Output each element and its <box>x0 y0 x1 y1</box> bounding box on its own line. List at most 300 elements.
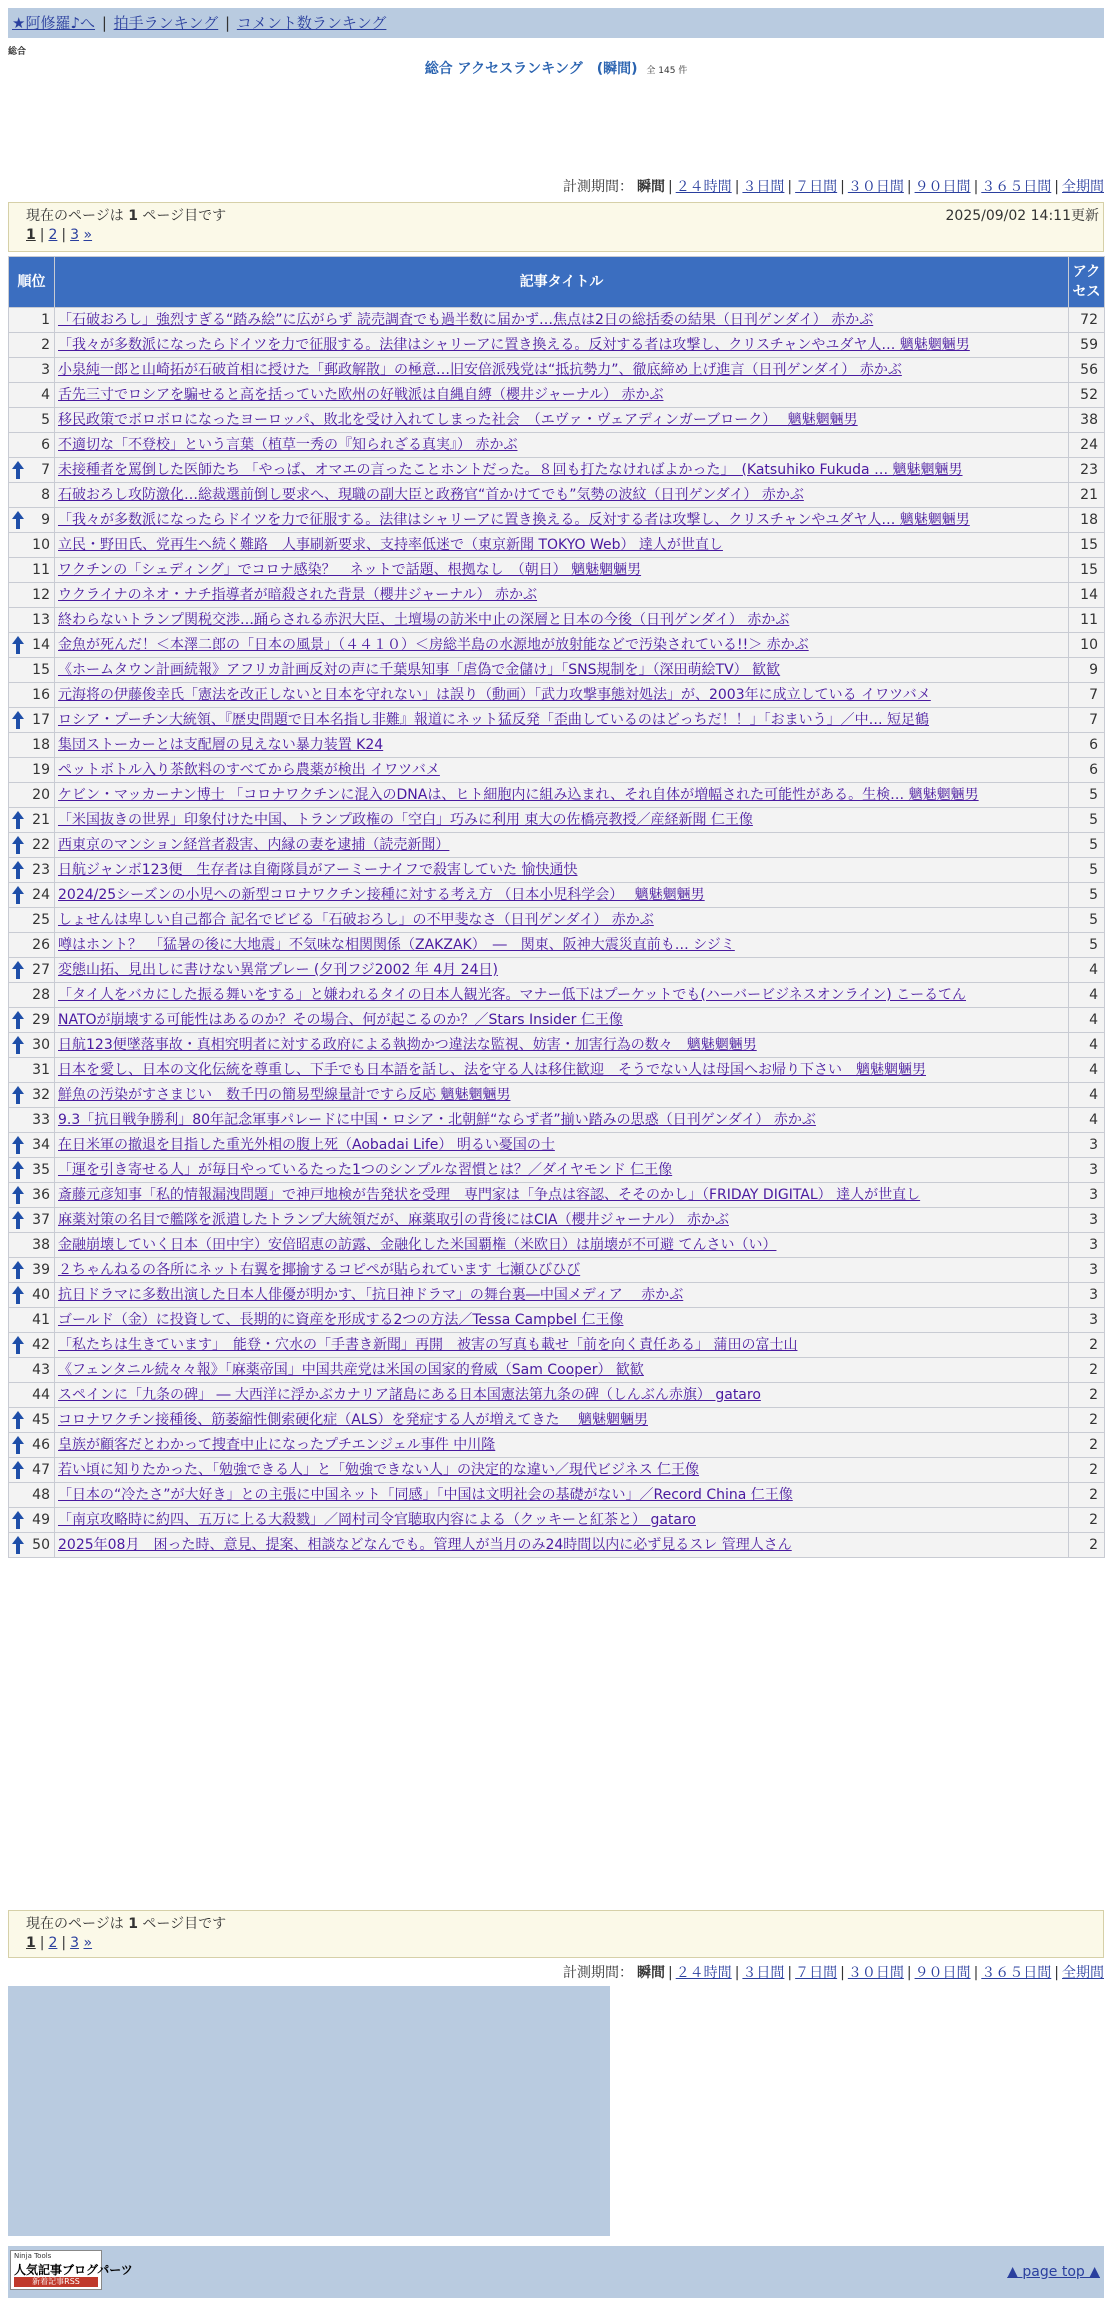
page-title-text: 総合 アクセスランキング (瞬間) <box>424 61 638 77</box>
rank-up-arrow-icon <box>12 961 24 979</box>
rank-number: 30 <box>32 1037 50 1053</box>
period-link[interactable]: ７日間 <box>795 1965 838 1981</box>
article-link[interactable]: 皇族が顧客だとわかって捜査中止になったプチエンジェル事件 中川隆 <box>58 1437 496 1453</box>
rank-number: 29 <box>32 1012 50 1028</box>
table-row <box>9 883 1105 908</box>
title-cell <box>55 358 1069 383</box>
title-cell <box>55 1333 1069 1358</box>
table-row <box>9 1158 1105 1183</box>
table-row <box>9 1333 1105 1358</box>
access-count: 3 <box>1069 1133 1105 1158</box>
rank-cell <box>9 1383 55 1408</box>
rank-up-arrow-icon <box>12 636 24 654</box>
rank-up-arrow-icon <box>12 1411 24 1429</box>
access-count: 59 <box>1069 333 1105 358</box>
period-separator: | <box>973 1965 979 1981</box>
rank-number: 19 <box>32 762 50 778</box>
article-link[interactable]: 「石破おろし」強烈すぎる“踏み絵”に広がらず 読売調査でも過半数に届かず…焦点は2日の総括委の結果（日刊ゲンダイ） 赤かぶ <box>58 312 874 328</box>
article-link[interactable]: NATOが崩壊する可能性はあるのか？その場合、何が起こるのか？／Stars Insider 仁王像 <box>58 1012 623 1028</box>
period-current: 瞬間 <box>636 1965 665 1981</box>
logo-top-text: Ninja Tools <box>14 2252 52 2260</box>
period-link[interactable]: ２４時間 <box>675 1965 732 1981</box>
title-cell <box>55 1358 1069 1383</box>
article-link[interactable]: 「南京攻略時に約四、五万に上る大殺戮」／岡村司令官聴取内容による（クッキーと紅茶と） gataro <box>58 1512 696 1528</box>
access-count: 18 <box>1069 508 1105 533</box>
access-count: 5 <box>1069 858 1105 883</box>
article-link[interactable]: 元海将の伊藤俊幸氏「憲法を改正しないと日本を守れない」は誤り（動画）「武力攻撃事態対処法」が、2003年に成立している イワツバメ <box>58 687 931 703</box>
article-link[interactable]: 西東京のマンション経営者殺害、内縁の妻を逮捕（読売新聞） <box>58 837 450 853</box>
page-top-link[interactable]: ▲ page top ▲ <box>1007 2264 1100 2280</box>
footer-bar <box>8 2246 1104 2298</box>
period-separator: | <box>667 179 673 195</box>
ranking-body <box>9 308 1105 1558</box>
title-cell <box>55 1008 1069 1033</box>
rank-cell <box>9 408 55 433</box>
updated-timestamp: 2025/09/02 14:11更新 <box>945 208 1099 224</box>
rank-cell <box>9 708 55 733</box>
article-link[interactable]: 2024/25シーズンの小児への新型コロナワクチン接種に対する考え方 （日本小児科学会） 魑魅魍魎男 <box>58 887 705 903</box>
page-2-link[interactable]: 2 <box>48 1935 58 1951</box>
rank-cell <box>9 1283 55 1308</box>
article-link[interactable]: 噂はホント？ 「猛暑の後に大地震」不気味な相関関係（ZAKZAK） ― 関東、阪神大震災直前も… シジミ <box>58 937 735 953</box>
logo-rss-text: 新着記事RSS <box>14 2277 98 2287</box>
article-link[interactable]: 「我々が多数派になったらドイツを力で征服する。法律はシャリーアに置き換える。反対する者は攻撃し、クリスチャンやユダヤ人… 魑魅魍魎男 <box>58 337 970 353</box>
table-row <box>9 1133 1105 1158</box>
title-cell <box>55 458 1069 483</box>
article-link[interactable]: 移民政策でボロボロになったヨーロッパ、敗北を受け入れてしまった社会 （エヴァ・ヴェアディンガーブローク） 魑魅魍魎男 <box>58 412 858 428</box>
period-current: 瞬間 <box>636 179 665 195</box>
title-cell <box>55 1433 1069 1458</box>
rank-number: 45 <box>32 1412 50 1428</box>
table-row <box>9 1083 1105 1108</box>
article-link[interactable]: 日本を愛し、日本の文化伝統を尊重し、下手でも日本語を話し、法を守る人は移住歓迎 そうでない人は母国へお帰り下さい 魑魅魍魎男 <box>58 1062 926 1078</box>
logo-main-text: 人気記事ブログパーツ <box>14 2263 133 2277</box>
title-cell <box>55 1533 1069 1558</box>
current-page-prefix: 現在のページは <box>26 1916 124 1932</box>
title-cell <box>55 958 1069 983</box>
access-count: 2 <box>1069 1508 1105 1533</box>
period-separator: | <box>667 1965 673 1981</box>
article-link[interactable]: 斎藤元彦知事「私的情報漏洩問題」で神戸地検が告発状を受理 専門家は「争点は容認、そそのかし」（FRIDAY DIGITAL） 達人が世直し <box>58 1187 921 1203</box>
table-row <box>9 1283 1105 1308</box>
next-page-link[interactable]: » <box>83 1935 93 1951</box>
period-separator: | <box>840 1965 845 1981</box>
article-link[interactable]: ゴールド（金）に投資して、長期的に資産を形成する2つの方法／Tessa Campbel 仁王像 <box>58 1312 624 1328</box>
article-link[interactable]: 鮮魚の汚染がすさまじい 数千円の簡易型線量計ですら反応 魑魅魍魎男 <box>58 1087 511 1103</box>
title-cell <box>55 1458 1069 1483</box>
article-link[interactable]: 石破おろし攻防激化…総裁選前倒し要求へ、現職の副大臣と政務官“首かけてでも”気勢の波紋（日刊ゲンダイ） 赤かぶ <box>58 487 804 503</box>
article-link[interactable]: 日航123便墜落事故・真相究明者に対する政府による執拗かつ違法な監視、妨害・加害行為の数々 魑魅魍魎男 <box>58 1037 757 1053</box>
article-link[interactable]: 小泉純一郎と山崎拓が石破首相に授けた「郵政解散」の極意…旧安倍派残党は“抵抗勢力”、徹底締め上げ進言（日刊ゲンダイ） 赤かぶ <box>58 362 902 378</box>
title-cell <box>55 683 1069 708</box>
title-cell <box>55 1258 1069 1283</box>
rank-up-arrow-icon <box>12 861 24 879</box>
table-row <box>9 1433 1105 1458</box>
rank-cell <box>9 1033 55 1058</box>
article-link[interactable]: 「運を引き寄せる人」が毎日やっているたった1つのシンプルな習慣とは？／ダイヤモンド 仁王像 <box>58 1162 673 1178</box>
article-link[interactable]: 「私たちは生きています」 能登・穴水の「手書き新聞」再開 被害の写真も載せ「前を向く責任ある」 蒲田の富士山 <box>58 1337 798 1353</box>
rank-cell <box>9 1008 55 1033</box>
access-count: 4 <box>1069 1008 1105 1033</box>
access-count: 3 <box>1069 1233 1105 1258</box>
article-link[interactable]: ケビン・マッカーナン博士 「コロナワクチンに混入のDNAは、ヒト細胞内に組み込まれ、それ自体が増幅された可能性がある。生検… 魑魅魍魎男 <box>58 787 979 803</box>
rank-number: 33 <box>32 1112 50 1128</box>
title-cell <box>55 1133 1069 1158</box>
comment-ranking-link[interactable]: コメント数ランキング <box>236 14 387 32</box>
table-row <box>9 708 1105 733</box>
access-count: 2 <box>1069 1533 1105 1558</box>
title-cell <box>55 508 1069 533</box>
table-row <box>9 933 1105 958</box>
page-2-link[interactable]: 2 <box>48 227 58 243</box>
rank-cell <box>9 658 55 683</box>
rank-cell <box>9 1483 55 1508</box>
page-title <box>0 58 1112 78</box>
title-cell <box>55 1208 1069 1233</box>
current-page-suffix: ページ目です <box>142 1916 227 1932</box>
article-link[interactable]: ロシア・プーチン大統領、『歴史問題で日本名指し非難』報道にネット猛反発「歪曲しているのはどっちだ！！」「おまいう」／中… 短足鶴 <box>58 712 930 728</box>
current-page-text <box>26 1913 226 1933</box>
page-nav <box>26 227 92 243</box>
title-cell <box>55 1283 1069 1308</box>
title-cell <box>55 1058 1069 1083</box>
article-link[interactable]: ２ちゃんねるの各所にネット右翼を揶揄するコピペが貼られています 七瀬ひびひび <box>58 1262 581 1278</box>
period-link[interactable]: ３日間 <box>742 1965 785 1981</box>
rank-number: 23 <box>32 862 50 878</box>
page-1-current: 1 <box>26 1935 36 1951</box>
page-sep: | <box>39 227 45 243</box>
title-cell <box>55 758 1069 783</box>
article-link[interactable]: 在日米軍の撤退を目指した重光外相の腹上死（Aobadai Life） 明るい憂国の士 <box>58 1137 555 1153</box>
rank-number: 36 <box>32 1187 50 1203</box>
rank-cell <box>9 633 55 658</box>
access-count: 3 <box>1069 1308 1105 1333</box>
ninja-tools-logo[interactable] <box>10 2250 133 2290</box>
article-link[interactable]: 変態山拓、見出しに書けない異常プレー (夕刊フジ2002 年 4月 24日) <box>58 962 498 978</box>
table-row <box>9 358 1105 383</box>
period-separator: | <box>787 179 793 195</box>
rank-up-arrow-icon <box>12 461 24 479</box>
rank-cell <box>9 1108 55 1133</box>
rank-cell <box>9 1258 55 1283</box>
period-link[interactable]: ９０日間 <box>914 179 971 195</box>
title-cell <box>55 983 1069 1008</box>
article-link[interactable]: 舌先三寸でロシアを騙せると高を括っていた欧州の好戦派は自縄自縛（櫻井ジャーナル） 赤かぶ <box>58 387 664 403</box>
rank-number: 25 <box>32 912 50 928</box>
article-link[interactable]: スペインに「九条の碑」 ― 大西洋に浮かぶカナリア諸島にある日本国憲法第九条の碑（しんぶん赤旗） gataro <box>58 1387 761 1403</box>
rank-up-arrow-icon <box>12 1186 24 1204</box>
period-selector-bottom <box>563 1962 1104 1982</box>
article-link[interactable]: 立民・野田氏、党再生へ続く難路 人事刷新要求、支持率低迷で（東京新聞 TOKYO Web） 達人が世直し <box>58 537 723 553</box>
rank-cell <box>9 1358 55 1383</box>
period-link[interactable]: ３０日間 <box>847 1965 904 1981</box>
access-count: 4 <box>1069 1108 1105 1133</box>
article-link[interactable]: 「タイ人をバカにした振る舞いをする」と嫌われるタイの日本人観光客。マナー低下はプーケットでも(ハーバービジネスオンライン) こーるてん <box>58 987 967 1003</box>
access-count: 6 <box>1069 733 1105 758</box>
access-count: 4 <box>1069 958 1105 983</box>
page-3-link[interactable]: 3 <box>70 227 80 243</box>
period-link[interactable]: 全期間 <box>1062 179 1104 195</box>
article-link[interactable]: 《フェンタニル続々々報》「麻薬帝国」中国共産党は米国の国家的脅威（Sam Cooper） 歓歓 <box>58 1362 644 1378</box>
title-cell <box>55 1083 1069 1108</box>
title-cell <box>55 933 1069 958</box>
table-row <box>9 1458 1105 1483</box>
article-link[interactable]: 金融崩壊していく日本（田中宇）安倍昭恵の訪露、金融化した米国覇権（米欧日）は崩壊が不可避 てんさい（い） <box>58 1237 777 1253</box>
rank-up-arrow-icon <box>12 811 24 829</box>
title-cell <box>55 858 1069 883</box>
title-cell <box>55 308 1069 333</box>
title-cell <box>55 633 1069 658</box>
title-cell <box>55 1308 1069 1333</box>
rank-number: 44 <box>32 1387 50 1403</box>
title-cell <box>55 1483 1069 1508</box>
title-cell <box>55 483 1069 508</box>
period-link[interactable]: 全期間 <box>1062 1965 1104 1981</box>
rank-number: 3 <box>41 362 50 378</box>
period-link[interactable]: ９０日間 <box>914 1965 971 1981</box>
page-sep: | <box>39 1935 45 1951</box>
table-row <box>9 1233 1105 1258</box>
table-header-row <box>9 257 1105 308</box>
period-separator: | <box>973 179 979 195</box>
table-row <box>9 508 1105 533</box>
article-link[interactable]: ウクライナのネオ・ナチ指導者が暗殺された背景（櫻井ジャーナル） 赤かぶ <box>58 587 538 603</box>
rank-cell <box>9 808 55 833</box>
table-row <box>9 1208 1105 1233</box>
rank-up-arrow-icon <box>12 1286 24 1304</box>
rank-cell <box>9 783 55 808</box>
nav-separator: | <box>101 14 107 32</box>
rank-up-arrow-icon <box>12 836 24 854</box>
access-count: 5 <box>1069 833 1105 858</box>
article-link[interactable]: 若い頃に知りたかった、「勉強できる人」と「勉強できない人」の決定的な違い／現代ビジネス 仁王像 <box>58 1462 700 1478</box>
current-page-number: 1 <box>128 1916 138 1932</box>
rank-cell <box>9 1433 55 1458</box>
access-count: 5 <box>1069 933 1105 958</box>
rank-up-arrow-icon <box>12 1036 24 1054</box>
rank-number: 5 <box>41 412 50 428</box>
table-row <box>9 533 1105 558</box>
rank-cell <box>9 1508 55 1533</box>
rank-number: 28 <box>32 987 50 1003</box>
rank-number: 50 <box>32 1537 50 1553</box>
period-label: 計測期間： <box>562 179 633 195</box>
article-link[interactable]: 2025年08月 困った時、意見、提案、相談などなんでも。管理人が当月のみ24時間以内に必ず見るスレ 管理人さん <box>58 1537 792 1553</box>
table-row <box>9 583 1105 608</box>
rank-cell <box>9 1133 55 1158</box>
current-page-text <box>26 205 226 225</box>
title-cell <box>55 383 1069 408</box>
title-cell <box>55 408 1069 433</box>
access-count: 24 <box>1069 433 1105 458</box>
next-page-link[interactable]: » <box>83 227 93 243</box>
access-count: 2 <box>1069 1408 1105 1433</box>
rank-cell <box>9 1183 55 1208</box>
article-link[interactable]: 金魚が死んだ！＜本澤二郎の「日本の風景」（４４１０）＜房総半島の水源地が放射能などで汚染されている!!＞ 赤かぶ <box>58 637 809 653</box>
access-count: 4 <box>1069 983 1105 1008</box>
table-row <box>9 1108 1105 1133</box>
access-count: 14 <box>1069 583 1105 608</box>
access-count: 6 <box>1069 758 1105 783</box>
page-nav <box>26 1935 92 1951</box>
article-link[interactable]: 9.3「抗日戦争勝利」80年記念軍事パレードに中国・ロシア・北朝鮮“ならず者”揃い踏みの思惑（日刊ゲンダイ） 赤かぶ <box>58 1112 816 1128</box>
article-link[interactable]: ワクチンの「シェディング」でコロナ感染？ ネットで話題、根拠なし （朝日） 魑魅魍魎男 <box>58 562 642 578</box>
access-count: 4 <box>1069 1033 1105 1058</box>
table-row <box>9 1308 1105 1333</box>
rank-cell <box>9 1158 55 1183</box>
page-3-link[interactable]: 3 <box>70 1935 80 1951</box>
article-link[interactable]: ペットボトル入り茶飲料のすべてから農薬が検出 イワツバメ <box>58 762 440 778</box>
rank-cell <box>9 508 55 533</box>
table-row <box>9 608 1105 633</box>
rank-number: 16 <box>32 687 50 703</box>
period-selector-top <box>563 176 1104 196</box>
rank-number: 37 <box>32 1212 50 1228</box>
period-separator: | <box>734 1965 740 1981</box>
rank-up-arrow-icon <box>12 1261 24 1279</box>
article-link[interactable]: 未接種者を罵倒した医師たち 「やっぱ、オマエの言ったことホントだった。８回も打たなければよかった」 (Katsuhiko Fukuda … 魑魅魍魎男 <box>58 462 963 478</box>
access-count: 15 <box>1069 558 1105 583</box>
rank-number: 39 <box>32 1262 50 1278</box>
article-link[interactable]: 「日本の“冷たさ”が大好き」との主張に中国ネット「同感」「中国は文明社会の基礎がない」／Record China 仁王像 <box>58 1487 793 1503</box>
period-link[interactable]: ７日間 <box>795 179 838 195</box>
rank-cell <box>9 733 55 758</box>
table-row <box>9 733 1105 758</box>
rank-number: 2 <box>41 337 50 353</box>
period-link[interactable]: ３６５日間 <box>981 179 1052 195</box>
title-cell <box>55 883 1069 908</box>
rank-number: 8 <box>41 487 50 503</box>
article-link[interactable]: 集団ストーカーとは支配層の見えない暴力装置 K24 <box>58 737 384 753</box>
article-link[interactable]: 日航ジャンボ123便 生存者は自衛隊員がアーミーナイフで殺害していた 愉快通快 <box>58 862 578 878</box>
rank-cell <box>9 1533 55 1558</box>
article-link[interactable]: 麻薬対策の名目で艦隊を派遣したトランプ大統領だが、麻薬取引の背後にはCIA（櫻井ジャーナル） 赤かぶ <box>58 1212 729 1228</box>
period-separator: | <box>734 179 740 195</box>
period-link[interactable]: ３日間 <box>742 179 785 195</box>
rank-number: 7 <box>41 462 50 478</box>
title-cell <box>55 433 1069 458</box>
article-link[interactable]: 「我々が多数派になったらドイツを力で征服する。法律はシャリーアに置き換える。反対する者は攻撃し、クリスチャンやユダヤ人… 魑魅魍魎男 <box>58 512 970 528</box>
rank-cell <box>9 483 55 508</box>
access-count: 2 <box>1069 1433 1105 1458</box>
rank-number: 34 <box>32 1137 50 1153</box>
rank-up-arrow-icon <box>12 1086 24 1104</box>
table-row <box>9 1533 1105 1558</box>
table-row <box>9 908 1105 933</box>
rank-up-arrow-icon <box>12 1536 24 1554</box>
rank-cell <box>9 583 55 608</box>
table-row <box>9 758 1105 783</box>
rank-number: 12 <box>32 587 50 603</box>
title-cell <box>55 533 1069 558</box>
title-cell <box>55 583 1069 608</box>
period-link[interactable]: ２４時間 <box>675 179 732 195</box>
article-link[interactable]: しょせんは卑しい自己都合 記名でビビる「石破おろし」の不甲斐なさ（日刊ゲンダイ） 赤かぶ <box>58 912 654 928</box>
rank-number: 13 <box>32 612 50 628</box>
current-page-suffix: ページ目です <box>142 208 227 224</box>
page-1-current: 1 <box>26 227 36 243</box>
access-count: 5 <box>1069 883 1105 908</box>
rank-number: 20 <box>32 787 50 803</box>
access-count: 3 <box>1069 1158 1105 1183</box>
title-cell <box>55 1508 1069 1533</box>
rank-up-arrow-icon <box>12 511 24 529</box>
rank-number: 27 <box>32 962 50 978</box>
access-count: 3 <box>1069 1258 1105 1283</box>
access-count: 5 <box>1069 783 1105 808</box>
rank-number: 46 <box>32 1437 50 1453</box>
rank-number: 4 <box>41 387 50 403</box>
article-link[interactable]: コロナワクチン接種後、筋萎縮性側索硬化症（ALS）を発症する人が増えてきた 魑魅魍魎男 <box>58 1412 649 1428</box>
title-cell <box>55 783 1069 808</box>
access-count: 7 <box>1069 683 1105 708</box>
clap-ranking-link[interactable]: 拍手ランキング <box>113 14 219 32</box>
access-count: 3 <box>1069 1208 1105 1233</box>
rank-cell <box>9 1083 55 1108</box>
article-link[interactable]: 抗日ドラマに多数出演した日本人俳優が明かす、「抗日神ドラマ」の舞台裏―中国メディア 赤かぶ <box>58 1287 684 1303</box>
rank-cell <box>9 558 55 583</box>
home-link[interactable]: ★阿修羅♪へ <box>12 14 96 32</box>
table-row <box>9 1058 1105 1083</box>
access-count: 2 <box>1069 1458 1105 1483</box>
table-row <box>9 408 1105 433</box>
title-cell <box>55 658 1069 683</box>
period-link[interactable]: ３０日間 <box>847 179 904 195</box>
rank-number: 47 <box>32 1462 50 1478</box>
rank-cell <box>9 383 55 408</box>
title-cell <box>55 333 1069 358</box>
title-cell <box>55 1033 1069 1058</box>
rank-up-arrow-icon <box>12 1436 24 1454</box>
access-count: 4 <box>1069 1083 1105 1108</box>
period-link[interactable]: ３６５日間 <box>981 1965 1052 1981</box>
ranking-table <box>8 256 1105 1558</box>
rank-cell <box>9 333 55 358</box>
table-row <box>9 1408 1105 1433</box>
article-link[interactable]: 不適切な「不登校」という言葉（植草一秀の『知られざる真実』） 赤かぶ <box>58 437 518 453</box>
rank-cell <box>9 833 55 858</box>
rank-up-arrow-icon <box>12 1011 24 1029</box>
access-count: 23 <box>1069 458 1105 483</box>
rank-cell <box>9 608 55 633</box>
period-separator: | <box>906 179 912 195</box>
rank-number: 11 <box>32 562 50 578</box>
access-count: 38 <box>1069 408 1105 433</box>
rank-cell <box>9 858 55 883</box>
rank-number: 40 <box>32 1287 50 1303</box>
title-cell <box>55 733 1069 758</box>
article-link[interactable]: 「米国抜きの世界」印象付けた中国、トランプ政権の「空白」巧みに利用 東大の佐橋亮教授／産経新聞 仁王像 <box>58 812 753 828</box>
rank-number: 43 <box>32 1362 50 1378</box>
table-row <box>9 958 1105 983</box>
rank-up-arrow-icon <box>12 1336 24 1354</box>
table-row <box>9 1183 1105 1208</box>
rank-number: 42 <box>32 1337 50 1353</box>
rank-number: 35 <box>32 1162 50 1178</box>
article-link[interactable]: 《ホームタウン計画続報》アフリカ計画反対の声に千葉県知事「虐偽で金儲け」「SNS規制を」（深田萌絵TV） 歓歓 <box>58 662 781 678</box>
access-count: 11 <box>1069 608 1105 633</box>
access-count: 10 <box>1069 633 1105 658</box>
table-row <box>9 333 1105 358</box>
table-row <box>9 458 1105 483</box>
period-separator: | <box>1054 1965 1059 1981</box>
rank-cell <box>9 1233 55 1258</box>
table-row <box>9 1483 1105 1508</box>
total-count: 全 145 件 <box>646 66 688 76</box>
rank-number: 22 <box>32 837 50 853</box>
article-link[interactable]: 終わらないトランプ関税交渉…踊らされる赤沢大臣、土壇場の訪米中止の深層と日本の今後（日刊ゲンダイ） 赤かぶ <box>58 612 790 628</box>
access-count: 7 <box>1069 708 1105 733</box>
